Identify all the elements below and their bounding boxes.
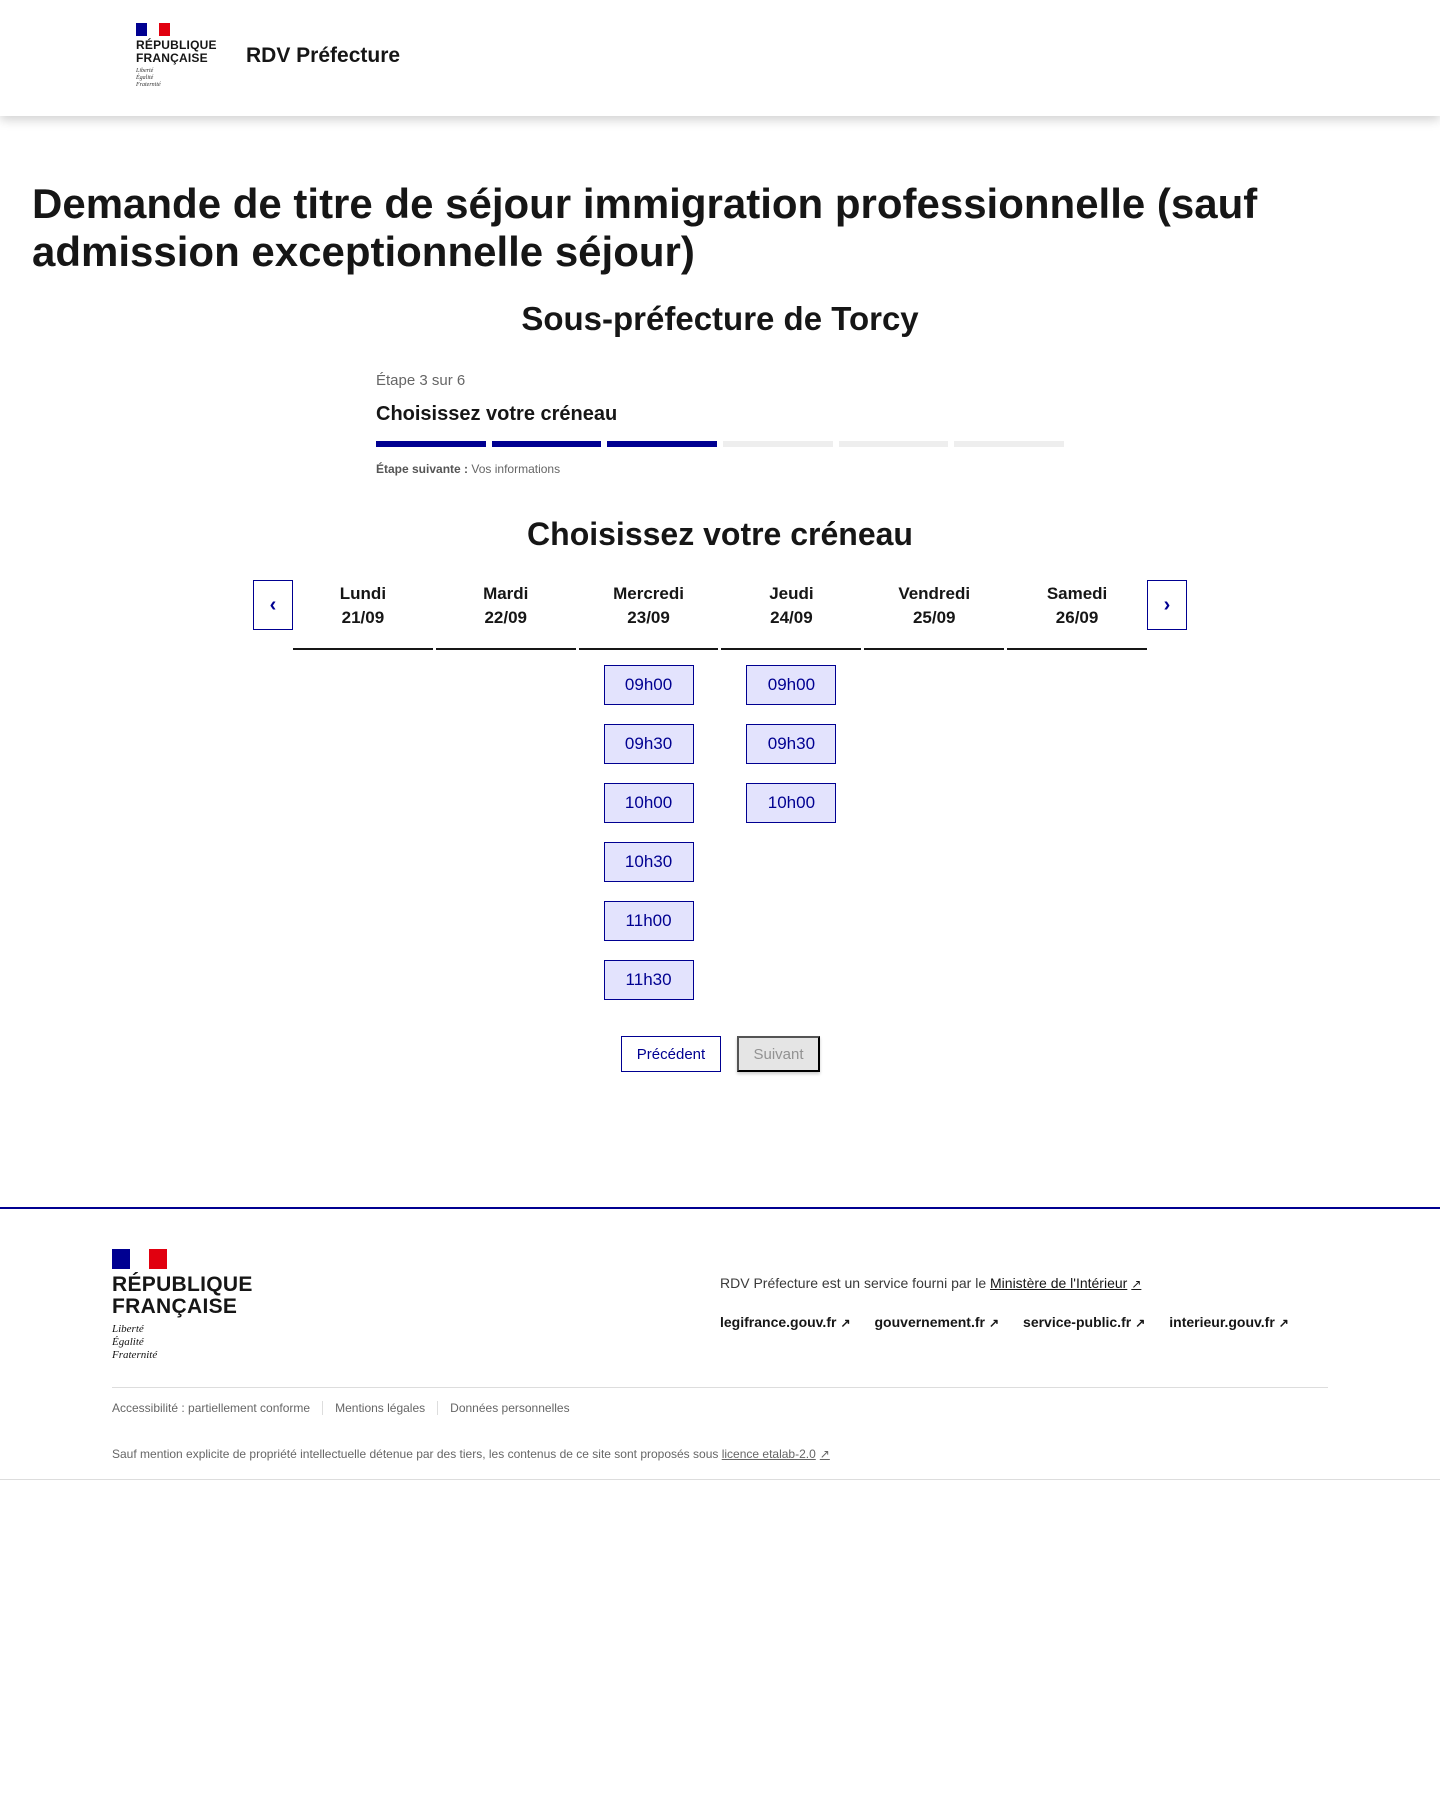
time-slot-button[interactable]: 10h30 xyxy=(604,842,694,882)
footer-description: RDV Préfecture est un service fourni par le Ministère de l'Intérieur ↗ xyxy=(720,1275,1142,1291)
external-link-icon: ↗ xyxy=(988,1316,1000,1330)
time-slot-button[interactable]: 09h00 xyxy=(604,665,694,705)
day-column xyxy=(1007,580,1147,1000)
footer-republique-francaise-logo[interactable] xyxy=(112,1249,272,1362)
day-name: Mardi xyxy=(483,584,529,603)
day-name: Mercredi xyxy=(613,584,684,603)
chevron-left-icon: ‹ xyxy=(269,593,277,616)
logo-text: RÉPUBLIQUE FRANÇAISE xyxy=(136,38,217,65)
previous-button[interactable]: Précédent xyxy=(621,1036,721,1072)
chevron-right-icon: › xyxy=(1163,593,1171,616)
day-date: 26/09 xyxy=(1055,608,1099,627)
footer-link[interactable]: gouvernement.fr ↗ xyxy=(874,1314,1000,1330)
external-link-icon: ↗ xyxy=(1135,1316,1146,1330)
slot-list xyxy=(721,665,861,823)
footer-bottom-links xyxy=(112,1401,582,1415)
site-header xyxy=(0,0,1440,116)
previous-week-button[interactable] xyxy=(253,580,293,630)
day-header xyxy=(293,580,433,650)
day-date: 21/09 xyxy=(341,608,385,627)
stepper xyxy=(376,372,1064,476)
footer-divider xyxy=(112,1387,1328,1388)
footer-bottom-link[interactable]: Accessibilité : partiellement conforme xyxy=(112,1401,311,1415)
time-slot-button[interactable]: 11h30 xyxy=(604,960,694,1000)
time-slot-button[interactable]: 09h30 xyxy=(746,724,836,764)
site-name[interactable]: RDV Préfecture xyxy=(246,44,401,67)
day-column xyxy=(579,580,719,1000)
time-slot-button[interactable]: 11h00 xyxy=(604,901,694,941)
logo-motto: Liberté Égalité Fraternité xyxy=(136,68,161,88)
stepper-segment xyxy=(839,441,949,447)
stepper-segment xyxy=(607,441,717,447)
external-link-icon: ↗ xyxy=(819,1447,830,1461)
next-week-button[interactable] xyxy=(1147,580,1187,630)
day-header xyxy=(864,580,1004,650)
stepper-progress xyxy=(376,441,1064,447)
external-link-icon: ↗ xyxy=(1278,1316,1289,1330)
day-date: 23/09 xyxy=(627,608,670,627)
slot-list xyxy=(579,665,719,1000)
footer-bottom-link[interactable]: Données personnelles xyxy=(437,1401,581,1415)
calendar-title: Choisissez votre créneau xyxy=(527,516,913,552)
day-name: Jeudi xyxy=(769,584,814,603)
stepper-segment xyxy=(723,441,833,447)
footer-link[interactable]: service-public.fr ↗ xyxy=(1023,1314,1146,1330)
time-slot-button[interactable]: 09h30 xyxy=(604,724,694,764)
stepper-next: Étape suivante : Vos informations xyxy=(376,462,561,476)
ministere-link[interactable]: Ministère de l'Intérieur ↗ xyxy=(990,1275,1142,1291)
flag-icon xyxy=(112,1249,167,1269)
stepper-title: Choisissez votre créneau xyxy=(376,403,618,425)
footer-bottom-link[interactable]: Mentions légales xyxy=(322,1401,437,1415)
page-subtitle: Sous-préfecture de Torcy xyxy=(521,300,919,337)
stepper-segment xyxy=(376,441,486,447)
republique-francaise-logo[interactable] xyxy=(136,23,216,89)
license-link[interactable]: licence etalab-2.0 ↗ xyxy=(721,1447,830,1461)
day-column xyxy=(864,580,1004,1000)
day-column xyxy=(721,580,861,1000)
flag-icon xyxy=(136,23,170,36)
site-footer xyxy=(0,1207,1440,1480)
footer-link[interactable]: legifrance.gouv.fr ↗ xyxy=(720,1314,851,1330)
day-column xyxy=(293,580,433,1000)
day-date: 24/09 xyxy=(770,608,813,627)
day-date: 22/09 xyxy=(484,608,528,627)
time-slot-button[interactable]: 09h00 xyxy=(746,665,836,705)
day-name: Samedi xyxy=(1046,584,1108,603)
day-column xyxy=(436,580,576,1000)
stepper-state: Étape 3 sur 6 xyxy=(376,372,466,389)
footer-link[interactable]: interieur.gouv.fr ↗ xyxy=(1169,1314,1289,1330)
day-date: 25/09 xyxy=(912,608,956,627)
stepper-segment xyxy=(954,441,1064,447)
day-name: Lundi xyxy=(339,584,387,603)
day-name: Vendredi xyxy=(898,584,971,603)
day-header xyxy=(1007,580,1147,650)
footer-logo-motto: Liberté Égalité Fraternité xyxy=(112,1323,158,1361)
time-slot-button[interactable]: 10h00 xyxy=(746,783,836,823)
time-slot-button[interactable]: 10h00 xyxy=(604,783,694,823)
day-header xyxy=(436,580,576,650)
external-link-icon: ↗ xyxy=(840,1316,851,1330)
external-link-icon: ↗ xyxy=(1131,1277,1142,1291)
page-title: Demande de titre de séjour immigration professionnelle (sauf admission exceptionnelle séjour) xyxy=(32,180,1258,275)
calendar-days xyxy=(293,580,1147,1000)
day-header xyxy=(579,580,719,650)
stepper-segment xyxy=(492,441,602,447)
footer-links xyxy=(720,1314,1289,1330)
footer-license: Sauf mention explicite de propriété intellectuelle détenue par des tiers, les contenus de ce site sont proposés sous licence etalab-2.0 ↗ xyxy=(112,1447,830,1461)
next-button[interactable]: Suivant xyxy=(737,1036,820,1072)
footer-logo-text: RÉPUBLIQUE FRANÇAISE xyxy=(112,1273,253,1318)
day-header xyxy=(721,580,861,650)
